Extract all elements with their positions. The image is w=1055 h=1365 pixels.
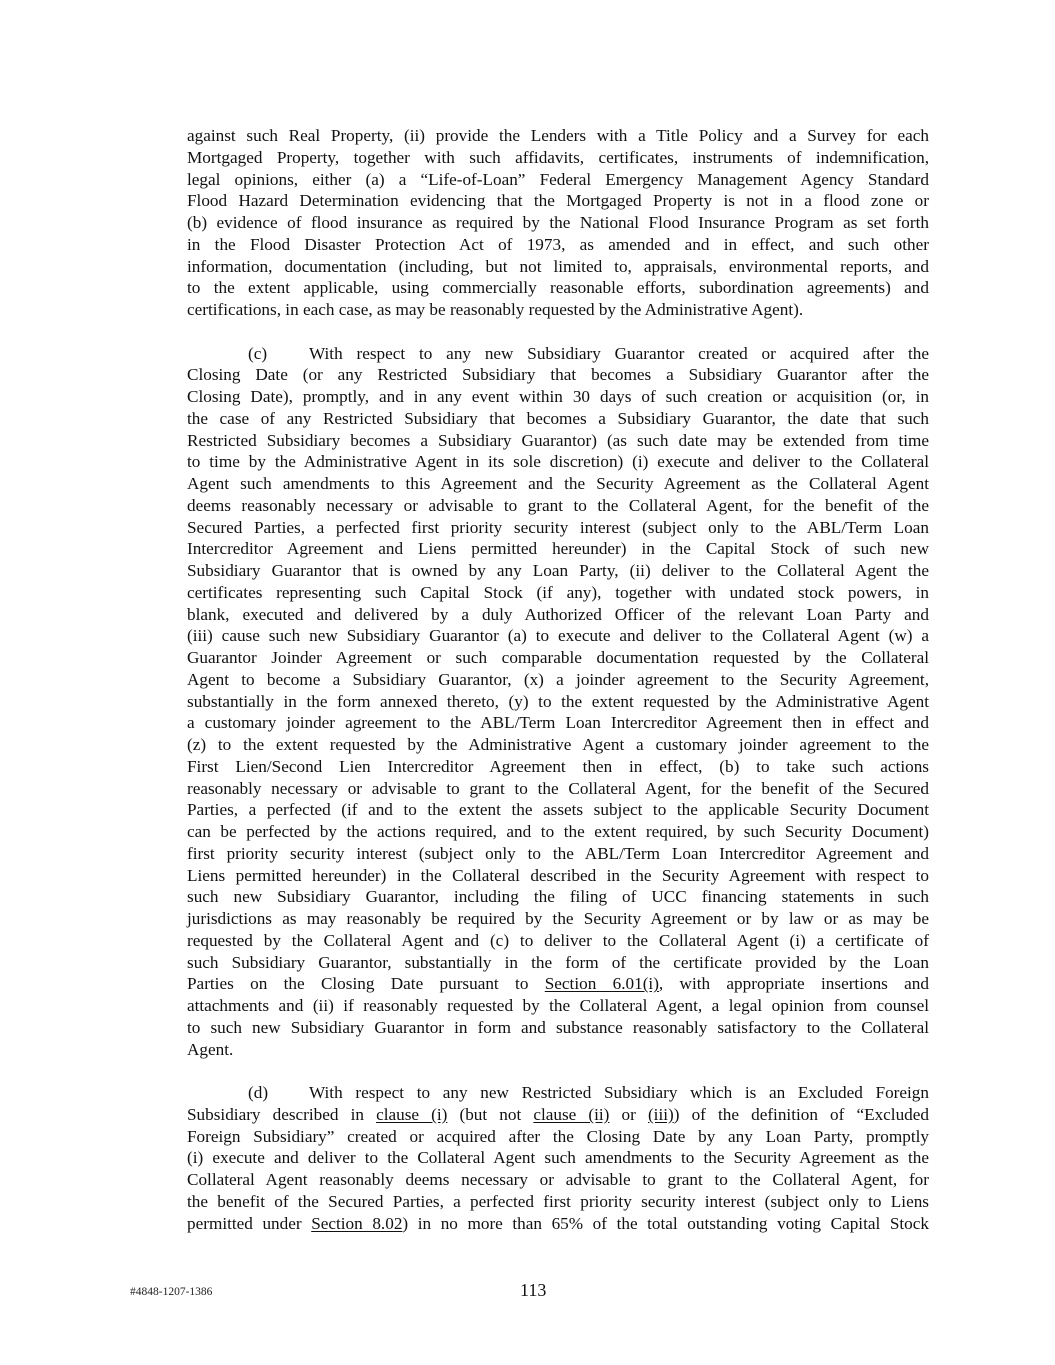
text-span: , with appropriate insertions and [658, 974, 929, 994]
text-line-with-references [187, 1104, 929, 1126]
text-line: requested by the Collateral Agent and (c) to deliver to the Collateral Agent (i) a certificate of [187, 930, 929, 950]
page-number: 113 [520, 1280, 547, 1300]
document-id: #4848-1207-1386 [130, 1286, 213, 1298]
text-line: a customary joinder agreement to the ABL/Term Loan Intercreditor Agreement then in effect and [187, 713, 929, 733]
text-line: the case of any Restricted Subsidiary that becomes a Subsidiary Guarantor, the date that such [187, 408, 929, 428]
text-line: Agent. [187, 1039, 234, 1059]
text-span: permitted under [187, 1213, 312, 1233]
text-line-with-reference [187, 973, 929, 995]
text-line: (z) to the extent requested by the Administrative Agent a customary joinder agreement to the [187, 735, 929, 754]
text-span: Subsidiary described in [187, 1104, 377, 1124]
text-line: can be perfected by the actions required, and to the extent required, by such Security Document) [187, 822, 929, 841]
text-span: (but not [447, 1104, 534, 1124]
text-line: attachments and (ii) if reasonably requested by the Collateral Agent, a legal opinion from counsel [187, 996, 929, 1015]
clause-reference-link[interactable]: clause (ii) [533, 1104, 610, 1124]
text-line: Intercreditor Agreement and Liens permitted hereunder) in the Capital Stock of such new [187, 539, 929, 559]
text-line: deems reasonably necessary or advisable to grant to the Collateral Agent, for the benefit of the [187, 495, 929, 515]
section-reference-link[interactable]: Section 6.01(i) [544, 974, 659, 994]
text-line: in the Flood Disaster Protection Act of 1973, as amended and in effect, and such other [187, 234, 929, 254]
text-line: Restricted Subsidiary becomes a Subsidiary Guarantor) (as such date may be extended from time [187, 430, 929, 450]
paragraph-b-continued [187, 125, 929, 321]
text-line: Agent such amendments to this Agreement and the Security Agreement as the Collateral Agent [187, 474, 929, 493]
text-line: reasonably necessary or advisable to grant to the Collateral Agent, for the benefit of the Secured [187, 778, 929, 798]
text-line: substantially in the form annexed thereto, (y) to the extent requested by the Administrative Agent [187, 691, 929, 711]
text-span: or [609, 1104, 648, 1124]
text-line-with-reference [187, 1213, 929, 1235]
text-line: against such Real Property, (ii) provide the Lenders with a Title Policy and a Survey for each [187, 126, 929, 145]
text-line: Flood Hazard Determination evidencing that the Mortgaged Property is not in a flood zone or [187, 191, 929, 211]
section-reference-link[interactable]: Section 8.02 [311, 1213, 403, 1233]
clause-reference-link[interactable]: (iii) [647, 1104, 674, 1124]
paragraph-d [187, 1082, 929, 1234]
text-line: such new Subsidiary Guarantor, including the filing of UCC financing statements in such [187, 887, 929, 907]
text-line: jurisdictions as may reasonably be required by the Security Agreement or by law or as may be [187, 909, 929, 928]
text-line: the benefit of the Secured Parties, a perfected first priority security interest (subject only to Liens [187, 1191, 929, 1211]
text-line: blank, executed and delivered by a duly Authorized Officer of the relevant Loan Party and [187, 604, 929, 624]
text-line: Guarantor Joinder Agreement or such comparable documentation requested by the Collateral [187, 648, 929, 667]
text-line: Parties, a perfected (if and to the extent the assets subject to the applicable Security Document [187, 800, 929, 820]
text-line: First Lien/Second Lien Intercreditor Agreement then in effect, (b) to take such actions [187, 756, 929, 776]
text-line: With respect to any new Subsidiary Guarantor created or acquired after the [309, 343, 929, 363]
text-span: ) in no more than 65% of the total outstanding voting Capital Stock [402, 1213, 929, 1233]
text-line: certificates representing such Capital Stock (if any), together with undated stock powers, in [187, 582, 929, 602]
text-span: Parties on the Closing Date pursuant to [187, 974, 545, 994]
text-line: (b) evidence of flood insurance as required by the National Flood Insurance Program as set forth [187, 213, 929, 232]
text-line: to such new Subsidiary Guarantor in form and substance reasonably satisfactory to the Collateral [187, 1017, 929, 1037]
text-line: certifications, in each case, as may be reasonably requested by the Administrative Agent). [187, 300, 804, 319]
text-line: Subsidiary Guarantor that is owned by any Loan Party, (ii) deliver to the Collateral Agent the [187, 561, 929, 580]
text-span: ) of the definition of “Excluded [673, 1104, 929, 1124]
clause-label-d: (d) [248, 1083, 269, 1102]
text-line: Foreign Subsidiary” created or acquired after the Closing Date by any Loan Party, promptly [187, 1126, 929, 1146]
text-line: (iii) cause such new Subsidiary Guarantor (a) to execute and deliver to the Collateral Agent (w) a [187, 626, 929, 646]
text-line: Closing Date), promptly, and in any event within 30 days of such creation or acquisition (or, in [187, 387, 929, 406]
clause-reference-link[interactable]: clause (i) [376, 1104, 448, 1124]
text-line: legal opinions, either (a) a “Life-of-Loan” Federal Emergency Management Agency Standard [187, 169, 929, 189]
text-line: such Subsidiary Guarantor, substantially in the form of the certificate provided by the Loan [187, 952, 929, 972]
text-line: Liens permitted hereunder) in the Collateral described in the Security Agreement with respect to [187, 865, 929, 885]
paragraph-c [187, 343, 929, 1061]
body-text [187, 125, 929, 1256]
text-line: Agent to become a Subsidiary Guarantor, (x) a joinder agreement to the Security Agreement, [187, 669, 929, 689]
text-line: (i) execute and deliver to the Collateral Agent such amendments to the Security Agreement as the [187, 1148, 929, 1168]
text-line: Collateral Agent reasonably deems necessary or advisable to grant to the Collateral Agent, for [187, 1170, 929, 1189]
text-line: Closing Date (or any Restricted Subsidiary that becomes a Subsidiary Guarantor after the [187, 365, 929, 385]
text-line: to time by the Administrative Agent in its sole discretion) (i) execute and deliver to the Collateral [187, 452, 929, 472]
text-line: Mortgaged Property, together with such affidavits, certificates, instruments of indemnification, [187, 147, 929, 167]
clause-label-c: (c) [248, 343, 268, 363]
paragraph-d-first-line [187, 1082, 929, 1104]
text-line: to the extent applicable, using commercially reasonable efforts, subordination agreements) and [187, 278, 929, 298]
paragraph-c-first-line [187, 343, 929, 365]
text-line: Secured Parties, a perfected first priority security interest (subject only to the ABL/Term Loan [187, 517, 929, 537]
text-line: information, documentation (including, but not limited to, appraisals, environmental reports, and [187, 256, 929, 276]
text-line: With respect to any new Restricted Subsidiary which is an Excluded Foreign [309, 1083, 929, 1102]
text-line: first priority security interest (subject only to the ABL/Term Loan Intercreditor Agreement and [187, 843, 929, 863]
